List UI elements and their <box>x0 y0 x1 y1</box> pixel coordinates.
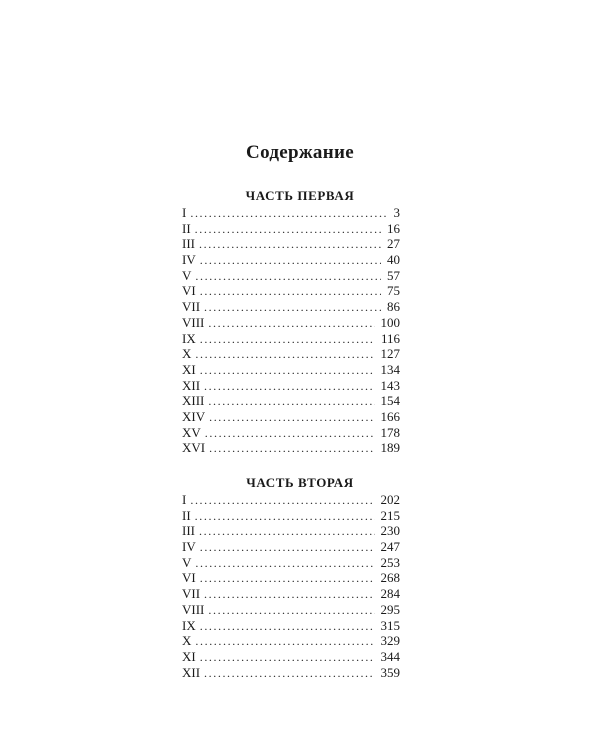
page-number: 134 <box>380 361 400 377</box>
toc-entry[interactable] <box>182 378 400 394</box>
page-title: Содержание <box>246 142 354 163</box>
toc-entry[interactable] <box>182 393 400 409</box>
dot-leader <box>208 394 374 410</box>
dot-leader <box>209 441 374 457</box>
dot-leader <box>199 237 381 253</box>
toc-entry[interactable] <box>182 570 400 586</box>
page-number: 284 <box>380 586 400 602</box>
page-number: 86 <box>387 299 400 315</box>
toc-entry[interactable] <box>182 602 400 618</box>
chapter-number: I <box>182 492 187 507</box>
dot-leader <box>200 284 381 300</box>
page-number: 143 <box>380 377 400 393</box>
part-two-toc-list <box>182 492 400 680</box>
chapter-number: IX <box>182 330 196 346</box>
chapter-number: X <box>182 346 192 362</box>
toc-entry[interactable] <box>182 315 400 331</box>
dot-leader <box>200 540 375 556</box>
page-number: 268 <box>380 570 400 586</box>
toc-entry[interactable] <box>182 283 400 299</box>
page-number: 315 <box>380 617 400 633</box>
dot-leader <box>200 619 375 635</box>
chapter-number: IV <box>182 252 196 268</box>
toc-entry[interactable] <box>182 555 400 571</box>
chapter-number: XI <box>182 361 196 377</box>
chapter-number: XIII <box>182 393 205 409</box>
dot-leader <box>209 410 374 426</box>
dot-leader <box>195 222 381 238</box>
chapter-number: XV <box>182 424 201 440</box>
page-number: 295 <box>380 601 400 617</box>
dot-leader <box>200 571 375 587</box>
page-number: 329 <box>380 633 400 649</box>
dot-leader <box>204 300 381 316</box>
page-number: 100 <box>380 314 400 330</box>
page-number: 359 <box>380 664 400 680</box>
page-number: 230 <box>380 523 400 539</box>
dot-leader <box>200 253 381 269</box>
page-number: 166 <box>380 408 400 424</box>
chapter-number: XII <box>182 664 201 680</box>
page-number: 178 <box>380 424 400 440</box>
toc-entry[interactable] <box>182 362 400 378</box>
dot-leader <box>200 363 375 379</box>
page-number: 253 <box>380 554 400 570</box>
dot-leader <box>190 206 387 222</box>
page-number: 16 <box>387 220 400 236</box>
toc-entry[interactable] <box>182 236 400 252</box>
page-number: 215 <box>380 507 400 523</box>
page-number: 247 <box>380 539 400 555</box>
toc-entry[interactable] <box>182 586 400 602</box>
toc-entry[interactable] <box>182 508 400 524</box>
page-number: 116 <box>380 330 400 346</box>
dot-leader <box>208 316 374 332</box>
chapter-number: XVI <box>182 440 206 456</box>
dot-leader <box>204 379 374 395</box>
toc-entry[interactable] <box>182 331 400 347</box>
dot-leader <box>199 524 375 540</box>
dot-leader <box>204 587 374 603</box>
toc-entry[interactable] <box>182 299 400 315</box>
dot-leader <box>195 347 374 363</box>
toc-entry[interactable] <box>182 665 400 681</box>
toc-entry[interactable] <box>182 523 400 539</box>
dot-leader <box>195 634 374 650</box>
dot-leader <box>195 269 381 285</box>
part-one-heading: ЧАСТЬ ПЕРВАЯ <box>245 188 355 203</box>
chapter-number: VII <box>182 299 201 315</box>
toc-entry[interactable] <box>182 633 400 649</box>
chapter-number: I <box>182 205 187 220</box>
chapter-number: VI <box>182 570 196 586</box>
page-number: 202 <box>380 492 400 507</box>
chapter-number: VI <box>182 283 196 299</box>
dot-leader <box>200 332 375 348</box>
page-number: 127 <box>380 346 400 362</box>
part-two-heading: ЧАСТЬ ВТОРАЯ <box>246 475 354 490</box>
chapter-number: II <box>182 507 191 523</box>
dot-leader <box>195 509 375 525</box>
dot-leader <box>195 556 374 572</box>
dot-leader <box>208 603 374 619</box>
chapter-number: V <box>182 554 192 570</box>
chapter-number: XI <box>182 648 196 664</box>
page-number: 344 <box>380 648 400 664</box>
chapter-number: IX <box>182 617 196 633</box>
page-number: 27 <box>387 236 400 252</box>
toc-entry[interactable] <box>182 618 400 634</box>
toc-entry[interactable] <box>182 492 400 508</box>
page-number: 154 <box>380 393 400 409</box>
toc-entry[interactable] <box>182 346 400 362</box>
dot-leader <box>204 666 374 682</box>
part-one-toc-list <box>182 205 400 456</box>
chapter-number: II <box>182 220 191 236</box>
chapter-number: V <box>182 267 192 283</box>
dot-leader <box>200 650 375 666</box>
chapter-number: VIII <box>182 314 205 330</box>
toc-entry[interactable] <box>182 221 400 237</box>
chapter-number: XII <box>182 377 201 393</box>
toc-entry[interactable] <box>182 409 400 425</box>
page-number: 57 <box>387 267 400 283</box>
page-number: 3 <box>393 205 400 220</box>
chapter-number: III <box>182 523 195 539</box>
chapter-number: IV <box>182 539 196 555</box>
chapter-number: X <box>182 633 192 649</box>
toc-entry[interactable] <box>182 268 400 284</box>
toc-entry[interactable] <box>182 649 400 665</box>
toc-entry[interactable] <box>182 252 400 268</box>
chapter-number: VII <box>182 586 201 602</box>
toc-entry[interactable] <box>182 539 400 555</box>
toc-entry[interactable] <box>182 440 400 456</box>
page-number: 75 <box>387 283 400 299</box>
page-number: 189 <box>380 440 400 456</box>
dot-leader <box>205 426 375 442</box>
toc-entry[interactable] <box>182 425 400 441</box>
chapter-number: XIV <box>182 408 206 424</box>
chapter-number: VIII <box>182 601 205 617</box>
page-number: 40 <box>387 252 400 268</box>
toc-entry[interactable] <box>182 205 400 221</box>
chapter-number: III <box>182 236 195 252</box>
dot-leader <box>190 493 374 509</box>
